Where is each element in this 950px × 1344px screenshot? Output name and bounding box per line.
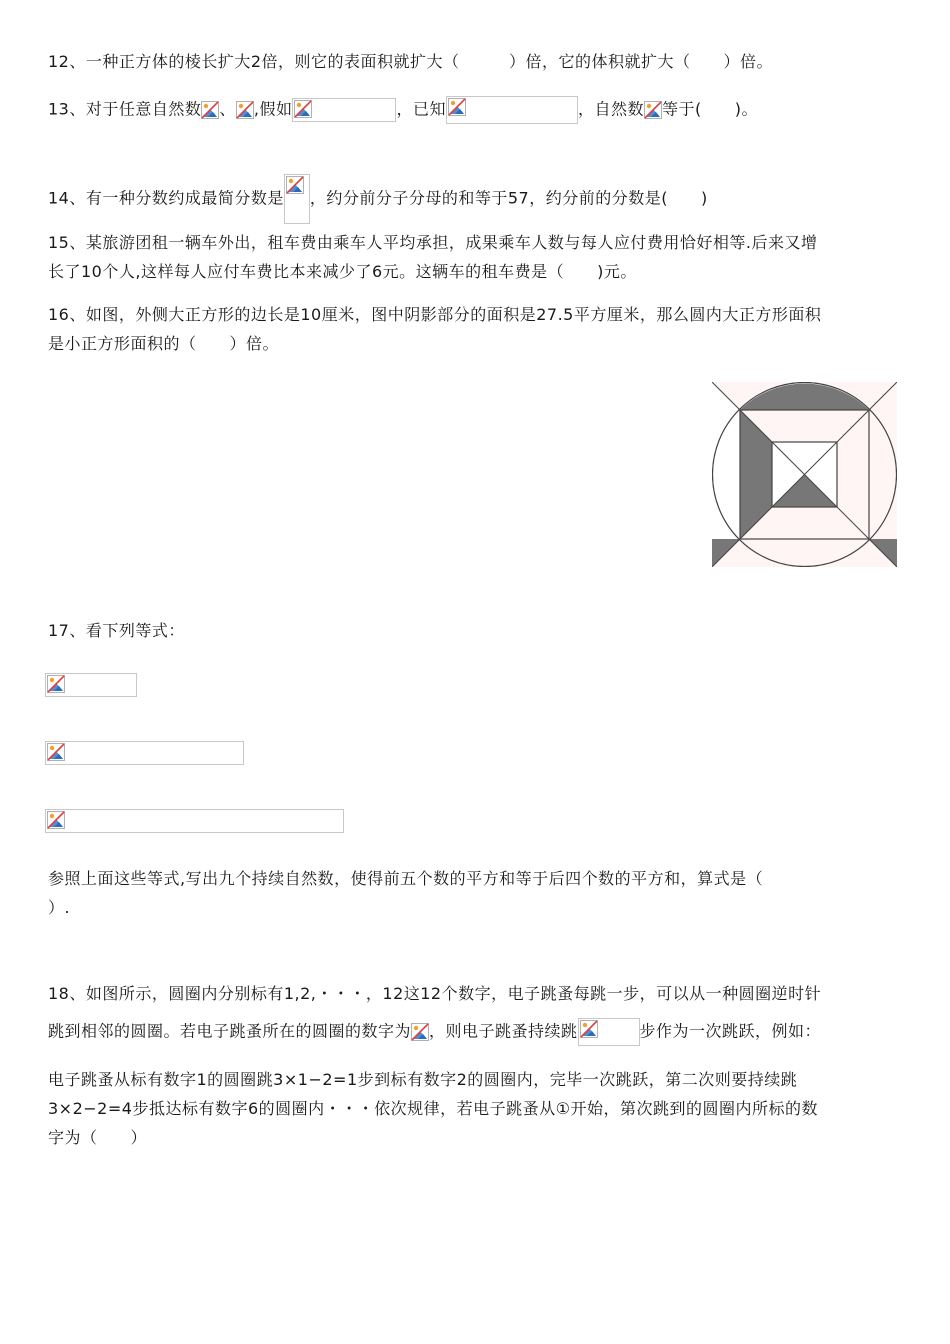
question-13 — [48, 96, 758, 124]
equation-image-icon — [45, 741, 244, 765]
question-16-line-2: 是小正方形面积的（ ）倍。 — [48, 334, 280, 353]
formula-image-icon — [644, 101, 662, 119]
question-16-line-1: 16、如图，外侧大正方形的边长是10厘米，图中阴影部分的面积是27.5平方厘米，那么圆内大正方形面积 — [48, 305, 822, 324]
q13-text-1: 13、对于任意自然数 — [48, 99, 202, 119]
formula-image-icon — [201, 101, 219, 119]
square-circle-figure — [712, 382, 897, 567]
question-18-line-2 — [48, 1018, 821, 1046]
q14-text-2: ，约分前分子分母的和等于57，约分前的分数是( ) — [309, 188, 708, 208]
q13-text-5: ，自然数 — [578, 99, 645, 119]
question-12: 12、一种正方体的棱长扩大2倍，则它的表面积就扩大（ ）倍，它的体积就扩大（ ）倍。 — [48, 52, 774, 71]
q18-text-c: 步作为一次跳跃，例如： — [639, 1021, 822, 1041]
formula-image-icon — [446, 96, 578, 124]
q13-text-2: 、 — [219, 99, 236, 119]
q18-text-a: 跳到相邻的圆圈。若电子跳蚤所在的圆圈的数字为 — [48, 1021, 412, 1041]
question-17-line-1: 参照上面这些等式,写出九个持续自然数，使得前五个数的平方和等于后四个数的平方和，算式是（ — [48, 869, 764, 888]
question-18-line-5: 字为（ ） — [48, 1128, 148, 1147]
formula-image-icon — [236, 101, 254, 119]
fraction-image-icon — [284, 174, 310, 224]
equation-image-icon — [45, 809, 344, 833]
question-14 — [48, 174, 708, 224]
q13-text-3: ,假如 — [253, 99, 293, 119]
q13-text-6: 等于( )。 — [662, 99, 759, 119]
question-17-line-2: ）. — [48, 898, 71, 917]
formula-image-icon — [411, 1023, 429, 1041]
question-15-line-2: 长了10个人,这样每人应付车费比本来减少了6元。这辆车的租车费是（ )元。 — [48, 262, 637, 281]
question-18-line-3: 电子跳蚤从标有数字1的圆圈跳3×1−2=1步到标有数字2的圆圈内，完毕一次跳跃，第二次则要持续跳 — [48, 1070, 798, 1089]
question-18-line-4: 3×2−2=4步抵达标有数字6的圆圈内・・・依次规律，若电子跳蚤从①开始，第次跳到的圆圈内所标的数 — [48, 1099, 818, 1118]
equation-image-icon — [45, 673, 137, 697]
formula-image-icon — [292, 98, 396, 122]
q14-text-1: 14、有一种分数约成最简分数是 — [48, 188, 284, 208]
q18-text-b: ，则电子跳蚤持续跳 — [429, 1021, 578, 1041]
question-18-line-1: 18、如图所示，圆圈内分别标有1,2,・・・，12这12个数字，电子跳蚤每跳一步，可以从一种圆圈逆时针 — [48, 984, 822, 1003]
question-17-title: 17、看下列等式： — [48, 621, 185, 640]
q13-text-4: ，已知 — [396, 99, 446, 119]
formula-image-icon — [578, 1018, 640, 1046]
question-15-line-1: 15、某旅游团租一辆车外出，租车费由乘车人平均承担，成果乘车人数与每人应付费用恰好相等.后来又增 — [48, 233, 818, 252]
